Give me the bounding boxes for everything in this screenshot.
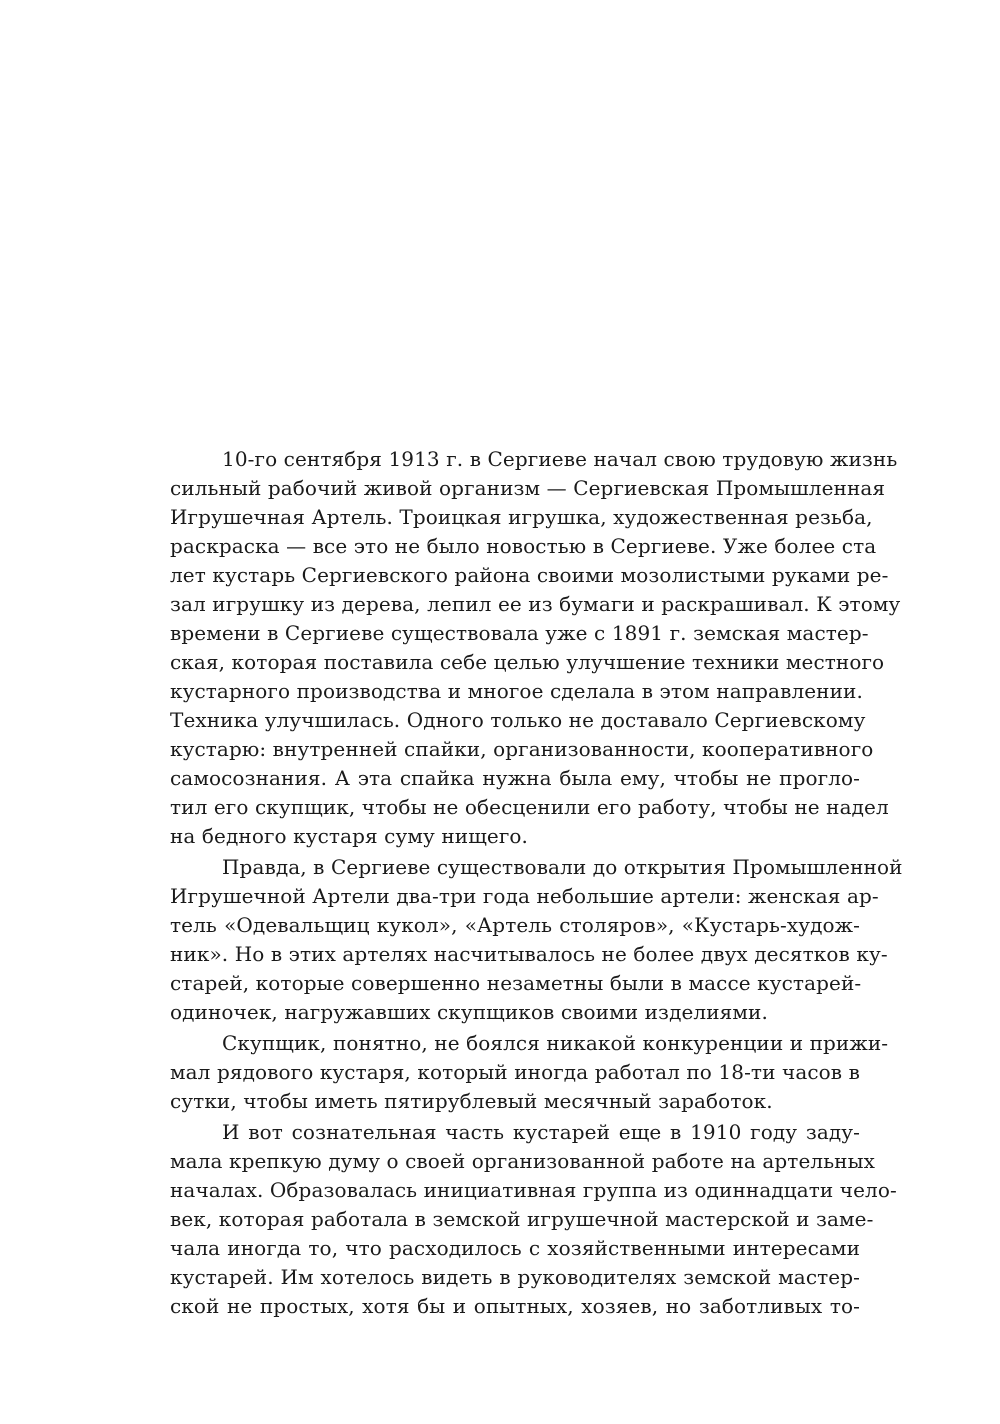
paragraph-4 — [170, 1118, 897, 1321]
body-text — [170, 445, 903, 1321]
text-line: Игрушечная Артель. Троицкая игрушка, художественная резьба, — [170, 505, 873, 529]
text-line: времени в Сергиеве существовала уже с 1891 г. земская мастер- — [170, 621, 869, 645]
text-line: сутки, чтобы иметь пятирублевый месячный заработок. — [170, 1089, 773, 1113]
text-line: мала крепкую думу о своей организованной работе на артельных — [170, 1149, 876, 1173]
text-line: Техника улучшилась. Одного только не доставало Сергиевскому — [170, 708, 866, 732]
text-line: ская, которая поставила себе целью улучшение техники местного — [170, 650, 885, 674]
text-line: лет кустарь Сергиевского района своими мозолистыми руками ре- — [170, 563, 889, 587]
text-line: сильный рабочий живой организм — Сергиевская Промышленная — [170, 476, 886, 500]
text-line: И вот сознательная часть кустарей еще в 1910 году заду- — [222, 1120, 860, 1144]
text-line: на бедного кустаря суму нищего. — [170, 824, 529, 848]
text-line: старей, которые совершенно незаметны были в массе кустарей- — [170, 971, 862, 995]
text-line: кустарю: внутренней спайки, организованности, кооперативного — [170, 737, 874, 761]
text-line: кустарей. Им хотелось видеть в руководителях земской мастер- — [170, 1265, 860, 1289]
text-line: век, которая работала в земской игрушечной мастерской и заме- — [170, 1207, 874, 1231]
text-line: Правда, в Сергиеве существовали до открытия Промышленной — [222, 855, 903, 879]
text-line: ской не простых, хотя бы и опытных, хозяев, но заботливых то- — [170, 1294, 860, 1318]
text-line: Игрушечной Артели два-три года небольшие артели: женская ар- — [170, 884, 879, 908]
text-line: чала иногда то, что расходилось с хозяйственными интересами — [170, 1236, 860, 1260]
text-line: Скупщик, понятно, не боялся никакой конкуренции и прижи- — [222, 1031, 889, 1055]
text-line: одиночек, нагружавших скупщиков своими изделиями. — [170, 1000, 768, 1024]
text-line: тил его скупщик, чтобы не обесценили его работу, чтобы не надел — [170, 795, 889, 819]
text-line: зал игрушку из дерева, лепил ее из бумаги и раскрашивал. К этому — [170, 592, 901, 616]
text-line: кустарного производства и многое сделала в этом направлении. — [170, 679, 863, 703]
text-line: началах. Образовалась инициативная группа из одиннадцати чело- — [170, 1178, 897, 1202]
paragraph-3 — [170, 1029, 889, 1116]
text-line: 10-го сентября 1913 г. в Сергиеве начал свою трудовую жизнь — [222, 447, 898, 471]
text-line: ник». Но в этих артелях насчитывалось не более двух десятков ку- — [170, 942, 888, 966]
text-line: самосознания. А эта спайка нужна была ему, чтобы не прогло- — [170, 766, 860, 790]
text-line: раскраска — все это не было новостью в Сергиеве. Уже более ста — [170, 534, 877, 558]
text-line: мал рядового кустаря, который иногда работал по 18-ти часов в — [170, 1060, 860, 1084]
paragraph-1 — [170, 445, 901, 851]
paragraph-2 — [170, 853, 903, 1027]
text-line: тель «Одевальщиц кукол», «Артель столяров», «Кустарь-худож- — [170, 913, 860, 937]
